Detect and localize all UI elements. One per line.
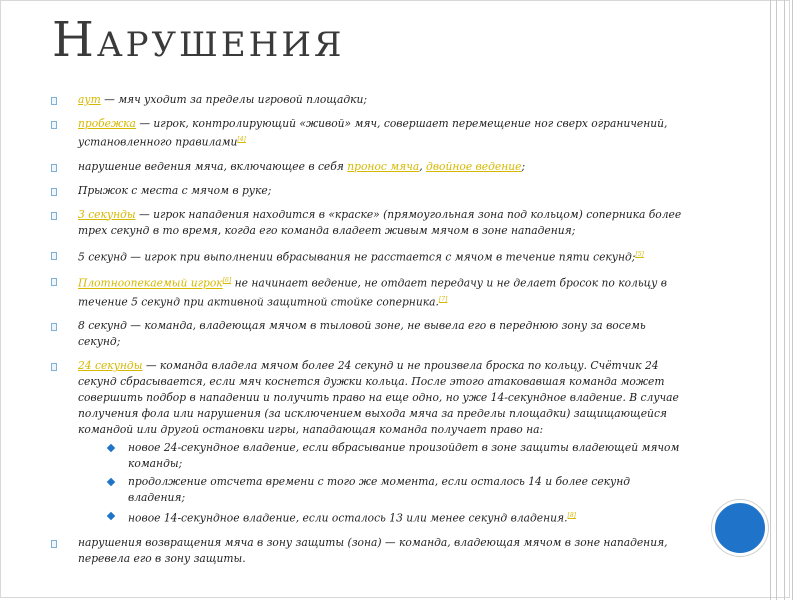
list-item: 8 секунд — команда, владеющая мячом в тыловой зоне, не вывела его в переднюю зону за восемь секунд; [50, 318, 690, 350]
link-closely-guarded[interactable]: Плотноопекаемый игрок [78, 276, 223, 290]
footnote-ref[interactable]: [8] [567, 512, 576, 520]
footnote-ref[interactable]: [5] [635, 250, 644, 258]
decorative-circle [712, 500, 768, 556]
list-item: аут — мяч уходит за пределы игровой площадки; [50, 92, 690, 108]
link-carry[interactable]: пронос мяча [347, 159, 420, 173]
sub-list-item: новое 14-секундное владение, если осталось 13 или менее секунд владения.[8] [78, 508, 690, 527]
list-item: пробежка — игрок, контролирующий «живой» мяч, совершает перемещение ног сверх ограничений, установленного правилами[4] [50, 116, 690, 151]
list-item: 3 секунды — игрок нападения находится в «краске» (прямоугольная зона под кольцом) соперника более трех секунд в то время, когда его команда владеет живым мячом в зоне нападения; [50, 207, 690, 239]
bullet-icon [51, 278, 57, 286]
list-item: нарушения возвращения мяча в зону защиты (зона) — команда, владеющая мячом в зоне нападения, перевела его в зону защиты. [50, 535, 690, 567]
list-item: Плотноопекаемый игрок[6] не начинает ведение, не отдает передачу и не делает бросок по кольцу в течение 5 секунд при активной защитной стойке соперника.[7] [50, 273, 690, 310]
link-travel[interactable]: пробежка [78, 117, 136, 130]
bullet-icon [51, 323, 57, 331]
sub-list-item: новое 24-секундное владение, если вбрасывание произойдет в зоне защиты владеющей мячом команды; [78, 440, 690, 472]
bullet-icon [51, 363, 57, 371]
list-item: нарушение ведения мяча, включающее в себя пронос мяча, двойное ведение; [50, 159, 690, 175]
link-out[interactable]: аут [78, 93, 101, 106]
list-item: Прыжок с места с мячом в руке; [50, 183, 690, 199]
sub-list [78, 440, 690, 527]
bullet-icon [51, 540, 57, 548]
footnote-ref[interactable]: [4] [237, 136, 246, 143]
bullet-icon [51, 97, 57, 105]
diamond-bullet-icon [107, 512, 115, 520]
diamond-bullet-icon [107, 444, 115, 452]
list-item: 24 секунды — команда владела мячом более 24 секунд и не произвела броска по кольцу. Счётчик 24 секунд сбрасывается, если мяч коснется дужки кольца. После этого атаковавшая команда может совершить подбор в нападении и получить право на еще одно, но уже 14-секундное владение. В случае получения фола или нарушения (за исключением выхода мяча за пределы площадки) защищающейся командой или другой остановки игры, нападающая команда получает право на: новое 24-секундное владение, если вбрасывание произойдет в зоне защиты владеющей мячом команды; продолжение отсчета времени с того же момента, если осталось 14 и более секунд владения; новое 14-секундное владение, если осталось 13 или менее секунд владения.[8] [50, 358, 690, 527]
link-3-seconds[interactable]: 3 секунды [78, 207, 136, 221]
sub-list-item: продолжение отсчета времени с того же момента, если осталось 14 и более секунд владения; [78, 474, 690, 506]
list-item: 5 секунд — игрок при выполнении вбрасывания не расстается с мячом в течение пяти секунд;[5] [50, 247, 690, 266]
bullet-icon [51, 188, 57, 196]
bullet-icon [51, 164, 57, 172]
link-24-seconds[interactable]: 24 секунды [78, 359, 143, 373]
footnote-ref[interactable]: [7] [438, 295, 448, 303]
diamond-bullet-icon [107, 478, 115, 486]
bullet-icon [51, 121, 57, 129]
bullet-icon [51, 212, 57, 220]
violations-list [50, 92, 690, 575]
bullet-icon [51, 252, 57, 260]
link-double-dribble[interactable]: двойное ведение [426, 159, 522, 173]
footnote-ref[interactable]: [6] [222, 277, 232, 285]
slide-title: Нарушения [52, 12, 345, 68]
decorative-rail [766, 0, 800, 600]
